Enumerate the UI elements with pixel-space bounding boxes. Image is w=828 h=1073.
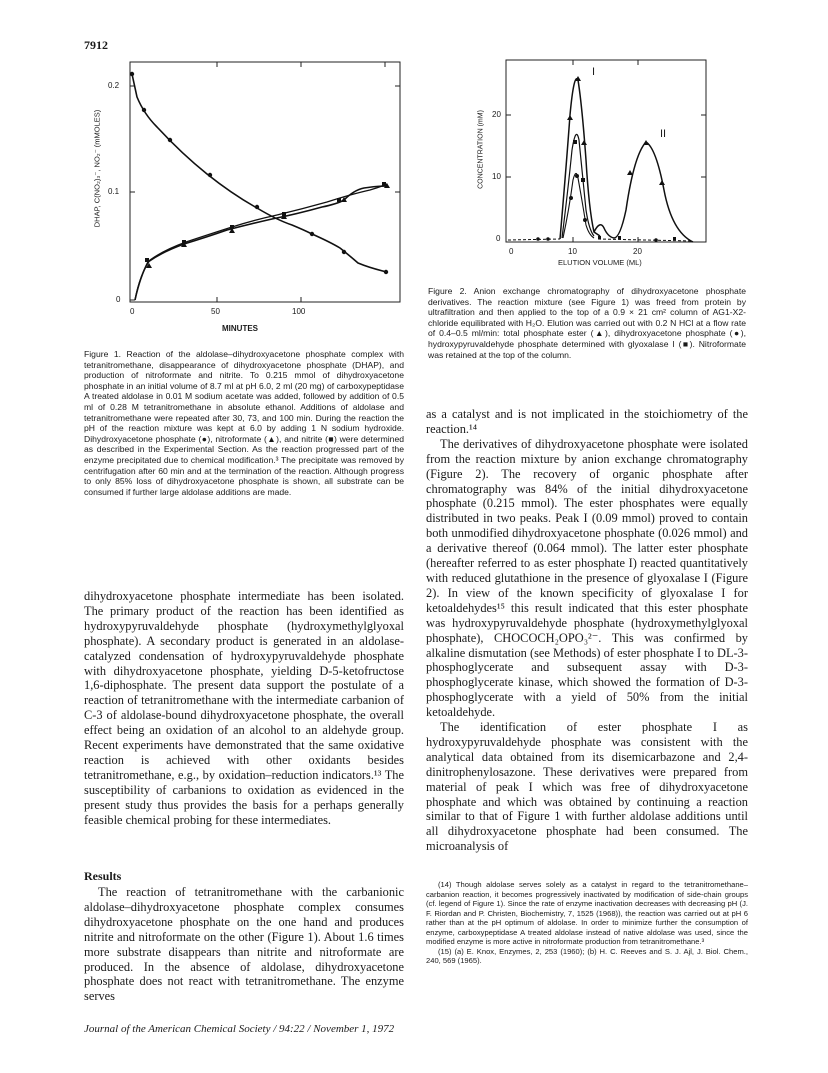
fig2-xtick-2: 20 bbox=[633, 247, 642, 256]
results-heading: Results bbox=[84, 869, 122, 883]
fig2-xtick-1: 10 bbox=[568, 247, 577, 256]
fig2-ytick-2: 0 bbox=[496, 234, 501, 243]
fig1-ytick-1: 0.1 bbox=[108, 187, 120, 196]
dhap-points bbox=[130, 72, 388, 274]
fig2-xtick-0: 0 bbox=[509, 247, 514, 256]
fig2-x-label: ELUTION VOLUME (ML) bbox=[558, 258, 642, 267]
right-column-text bbox=[426, 407, 748, 854]
right-paragraph-2: The derivatives of dihydroxyacetone phosphate were isolated from the reaction mixture by anion exchange chromatography (Figure 2). The recovery of organic phosphate after chromatography was 84% of the initial dihydroxyacetone phosphate (0.215 mmol). The ester phosphates were equally distributed in two peaks. Peak I (0.09 mmol) proved to contain both unmodified dihydroxyacetone phosphate (0.026 mmol) and a derivative thereof (0.064 mmol). The latter ester phosphate (hereafter referred to as ester phosphate I) reacted quantitatively with reduced glutathione in the presence of glyoxalase I (Figure 2). In view of the known specificity of glyoxalase I for ketoaldehydes¹⁵ this result indicated that this ester phosphate was hydroxypyruvaldehyde phosphate (hydroxymethylglyoxal phosphate), CHOCOCH₂OPO₃²⁻. This was confirmed by alkaline dismutation (see Methods) of ester phosphate I to DL-3-phosphoglycerate and subsequent assay with D-3-phosphoglycerate kinase, which showed the formation of D-3-phosphoglycerate with a yield of 50% from the initial ketoaldehyde. bbox=[426, 436, 748, 720]
fig2-peak-label-2: II bbox=[660, 128, 667, 140]
figure-1-caption: Figure 1. Reaction of the aldolase–dihydroxyacetone phosphate complex with tetranitromethane, disappearance of dihydroxyacetone phosphate (DHAP), and production of nitroformate and nitrite. To 0.215 mmol of dihydroxyacetone phosphate in an initial volume of 8.7 ml at pH 6.0, 2 ml (20 mg) of carboxypeptidase A treated aldolase in 0.01 M sodium acetate was added, followed by addition of 0.5 ml of 0.28 M tetranitromethane in absolute ethanol. Additions of aldolase and tetranitromethane were repeated after 30, 73, and 100 min. During the reaction the pH of the reaction mixture was kept at 6.0 by adding 1 N sodium hydroxide. Dihydroxyacetone phosphate (●), nitroformate (▲), and nitrite (■) were determined as described in the Experimental Section. As the reaction progressed part of the enzyme precipitated due to chemical modification.³ The precipitate was removed by centrifugation after 60 min and at the termination of the reaction. Although progress to only 85% loss of dihydroxyacetone phosphate is shown, all substrate can be consumed if further large aldolase additions are made. bbox=[84, 349, 404, 497]
nitroformate-curve bbox=[135, 186, 387, 300]
fig2-ytick-0: 20 bbox=[492, 110, 501, 119]
nitrite-curve bbox=[135, 184, 387, 300]
footnote-15: (15) (a) E. Knox, Enzymes, 2, 253 (1960); (b) H. C. Reeves and S. J. Ajl, J. Biol. Chem., 240, 569 (1965). bbox=[426, 946, 748, 965]
right-paragraph-1: as a catalyst and is not implicated in the stoichiometry of the reaction.¹⁴ bbox=[426, 407, 748, 436]
fig1-xtick-2: 100 bbox=[292, 307, 306, 316]
figure-1 bbox=[82, 62, 412, 342]
fig1-x-label: MINUTES bbox=[222, 324, 258, 333]
page-number: 7912 bbox=[84, 38, 108, 52]
fig2-y-label: CONCENTRATION (mM) bbox=[477, 110, 485, 189]
right-paragraph-3: The identification of ester phosphate I as hydroxypyruvaldehyde phosphate was consistent with the analytical data obtained from its disemicarbazone and 2,4-dinitrophenylosazone. These derivatives were prepared from material of peak I which was free of dihydroxyacetone phosphate and which was obtained by continuing a reaction similar to that of Figure 1 with further aldolase additions until all dihydroxyacetone phosphate had been consumed. The microanalysis of bbox=[426, 720, 748, 854]
left-column-text bbox=[84, 589, 404, 828]
peak-1-total bbox=[560, 79, 600, 239]
figure-2-frame bbox=[506, 60, 706, 242]
fig1-xtick-1: 50 bbox=[211, 307, 220, 316]
figure-2 bbox=[478, 60, 728, 275]
figure-1-plot bbox=[82, 62, 412, 342]
figure-1-frame bbox=[130, 62, 400, 302]
journal-footer: Journal of the American Chemical Society / 94:22 / November 1, 1972 bbox=[84, 1023, 395, 1035]
fig1-y-label: DHAP, C(NO₂)₃⁻, NO₂⁻ (mMOLES) bbox=[92, 109, 102, 228]
fig1-ytick-2: 0 bbox=[116, 295, 121, 304]
left-paragraph: dihydroxyacetone phosphate intermediate has been isolated. The primary product of the reaction has been identified as hydroxypyruvaldehyde phosphate (hydroxymethylglyoxal phosphate). A secondary product is generated in an aldolase-catalyzed condensation of hydroxypyruvaldehyde phosphate with dihydroxyacetone phosphate, yielding D-5-ketofructose 1,6-diphosphate. The present data support the postulate of a reaction of tetranitromethane with the intermediate carbanion of C-3 of aldolase-bound dihydroxyacetone phosphate, the overall effect being an oxidation of an alcohol to an aldehyde group. Recent experiments have demonstrated that the same oxidative reaction is achieved with other oxidants besides tetranitromethane, e.g., by oxidation–reduction indicators.¹³ The susceptibility of carbanions to oxidation as evidenced in the present study thus provides the basis for a perhaps generally feasible chemical probing for these intermediates. bbox=[84, 589, 404, 827]
dhap-curve bbox=[132, 74, 387, 272]
fig1-xtick-0: 0 bbox=[130, 307, 135, 316]
fig2-peak-label-1: I bbox=[592, 66, 596, 78]
fig1-ytick-0: 0.2 bbox=[108, 81, 120, 90]
results-paragraph: The reaction of tetranitromethane with the carbanionic aldolase–dihydroxyacetone phosphate complex consumes dihydroxyacetone phosphate on the one hand and produces nitrite and nitroformate on the other (Figure 1). About 1.6 times more substrate disappears than nitrite and nitroformate are produced. In the absence of aldolase, dihydroxyacetone phosphate does not react with tetranitromethane. The enzyme serves bbox=[84, 885, 404, 1004]
figure-2-plot bbox=[478, 60, 728, 275]
results-text bbox=[84, 885, 404, 1004]
fig2-ytick-1: 10 bbox=[492, 172, 501, 181]
footnotes bbox=[426, 880, 748, 966]
peak-2-total bbox=[594, 142, 693, 242]
nitroformate-points bbox=[146, 183, 390, 268]
figure-2-caption: Figure 2. Anion exchange chromatography of dihydroxyacetone phosphate derivatives. The reaction mixture (see Figure 1) was freed from protein by ultrafiltration and then applied to the top of a 0.9 × 21 cm² column of AG1-X2-chloride equilibrated with H₂O. Elution was carried out with 0.2 N HCl at a flow rate of 0.4–0.5 ml/min: total phosphate ester (▲), dihydroxyacetone phosphate (●), hydroxypyruvaldehyde phosphate determined with glyoxalase I (■). Nitroformate was retained at the top of the column. bbox=[428, 286, 746, 360]
footnote-14: (14) Though aldolase serves solely as a catalyst in regard to the tetranitromethane–carbanion reaction, it becomes progressively inactivated by modification of side-chain groups (cf. legend of Figure 1). Since the rate of enzyme inactivation decreases with decreasing pH (J. F. Riordan and P. Christen, Biochemistry, 7, 1525 (1968)), the reaction was carried out at pH 6 rather than at the pH optimum of aldolase. In order to minimize further the consumption of enzyme, carboxypeptidase A treated aldolase instead of native aldolase was used, since the modified enzyme is more active in nitroformate production from tetranitromethane.³ bbox=[426, 880, 748, 946]
